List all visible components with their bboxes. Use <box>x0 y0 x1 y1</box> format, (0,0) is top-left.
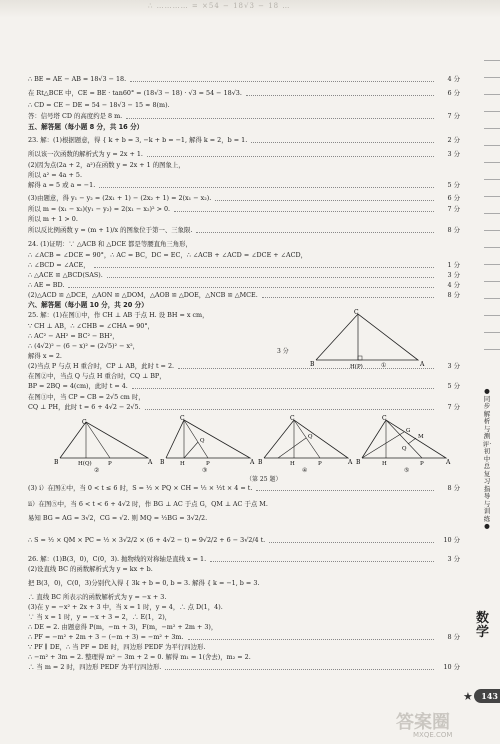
dot-leader <box>196 232 434 233</box>
dot-leader <box>256 490 434 491</box>
score-mark: 4 分 <box>447 281 460 289</box>
dot-leader <box>269 542 434 543</box>
fig5-label-B: B <box>356 459 361 466</box>
answer-line: 解得 a = 5 或 a = −1. <box>28 181 96 189</box>
dot-leader <box>210 561 434 562</box>
figure-2-svg <box>54 418 154 466</box>
fig3-label-A: A <box>250 459 255 466</box>
answer-line: ∴ AE = BD. <box>28 281 65 289</box>
fig1-number: ① <box>381 362 387 369</box>
score-mark: 3 分 <box>447 271 460 279</box>
score-mark: 10 分 <box>443 663 460 671</box>
answer-line: ∴ ∠ACB = ∠DCE = 90°，∴ AC = BC，DC = EC，∴ ∠ACB + ∠ACD = ∠DCE + ∠ACD， <box>28 251 308 259</box>
answer-line: 所以 m = (x₁ − x₂)(y₁ − y₂) = 2(x₁ − x₂)² > 0. <box>28 205 171 213</box>
answer-line: 在图③中，当 CP = CB = 2√5 cm 时， <box>28 393 145 401</box>
score-mark: 4 分 <box>447 75 460 83</box>
answer-line: ∵ PF ∥ DE，∴ 当 PF = DE 时，四边形 PEDF 为平行四边形. <box>28 643 206 651</box>
figure-3-svg <box>160 414 256 466</box>
answer-line: (2)因为点(2a + 2，a²)在函数 y = 2x + 1 的图象上， <box>28 161 185 169</box>
figure-1 <box>308 308 428 370</box>
answer-line: ∴ BE = AE − AB = 18√3 − 18. <box>28 75 127 83</box>
fig2-label-B: B <box>54 459 59 466</box>
page-number: 143 <box>474 689 500 703</box>
sidebar-tab-lines <box>484 60 500 366</box>
dot-leader <box>94 267 434 268</box>
dot-leader <box>262 297 434 298</box>
fig4-label-B: B <box>258 459 263 466</box>
figure-4-svg <box>258 414 354 466</box>
fig2-label-A: A <box>148 459 153 466</box>
answer-line: ∵ CH ⊥ AB，∴ ∠CHB = ∠CHA = 90°， <box>28 322 154 330</box>
score-mark: 3 分 <box>447 555 460 563</box>
figure-5 <box>356 414 452 466</box>
answer-line: 易知 BG = AG = 3√2，CG = √2. 则 MQ = ½BG = 3√2/2. <box>28 514 208 522</box>
fig1-label-C: C <box>354 309 359 316</box>
fig4-number: ④ <box>302 467 308 474</box>
score-mark: 7 分 <box>447 403 460 411</box>
dot-leader <box>126 118 434 119</box>
answer-line: 24. (1)证明：∵ △ACB 和 △DCE 都是等腰直角三角形， <box>28 240 192 248</box>
figure-caption: （第 25 题） <box>246 476 282 483</box>
score-mark: 1 分 <box>447 261 460 269</box>
figure-5-svg <box>356 414 452 466</box>
score-mark: 3 分 <box>447 362 460 370</box>
answer-line: ∴ −m² + 3m = 2. 整理得 m² − 3m + 2 = 0. 解得 m₁ = 1(舍去)，m₂ = 2. <box>28 653 251 661</box>
watermark-logo: 答案圈 <box>396 712 450 733</box>
answer-line: 25. 解：(1)在图①中，作 CH ⊥ AB 于点 H. 设 BH = x cm， <box>28 311 209 319</box>
answer-line: ∴ AC² − AH² = BC² − BH²， <box>28 332 119 340</box>
score-mark: 7 分 <box>447 205 460 213</box>
faded-line: ∴ ………… = ×54 − 18√3 − 18 … <box>148 2 291 10</box>
fig1-label-H: H(P) <box>350 364 363 370</box>
dot-leader <box>145 409 434 410</box>
answer-line: 在 Rt△BCE 中，CE = BE · tan60° = (18√3 − 18) · √3 = 54 − 18√3. <box>28 89 242 97</box>
answer-line: (3) i）在图④中，当 0 < t ≤ 6 时，S = ½ × PQ × CH = ½ × ½t × 4 = t. <box>28 484 253 492</box>
dot-leader <box>99 187 434 188</box>
answer-line: 23. 解：(1)根据题意，得 { k + b = 3, −k + b = −1, 解得 k = 2，b = 1. <box>28 136 248 144</box>
score-mark: 8 分 <box>447 291 460 299</box>
fig4-label-H: H <box>290 461 295 466</box>
dot-leader <box>215 200 434 201</box>
score-mark: 7 分 <box>447 112 460 120</box>
fig3-label-B: B <box>160 459 165 466</box>
answer-line: ∵ 当 x = 1 时，y = −x + 3 = 2，∴ E(1，2)， <box>28 613 172 621</box>
fig2-label-C: C <box>82 419 87 426</box>
fig1-label-B: B <box>310 361 315 368</box>
score-mark: 8 分 <box>447 633 460 641</box>
fig2-label-P: P <box>108 461 112 466</box>
fig2-number: ② <box>94 467 100 474</box>
fig4-label-P: P <box>318 461 322 466</box>
fig4-label-Q: Q <box>308 434 313 440</box>
subject-label: 数学 <box>476 611 490 640</box>
answer-line: (2)当点 P 与点 H 重合时，CP ⊥ AB，此时 t = 2. <box>28 362 175 370</box>
dot-leader <box>174 211 434 212</box>
series-title-vertical: ●同步解析与测评·初中总复习指导与训练● <box>482 387 492 530</box>
answer-line: (3)在 y = −x² + 2x + 3 中，当 x = 1 时，y = 4，∴ 点 D(1，4). <box>28 603 223 611</box>
answer-line: ∴ 直线 BC 所表示的函数解析式为 y = −x + 3. <box>28 593 167 601</box>
fig3-label-C: C <box>180 415 185 422</box>
fig5-label-Q: Q <box>402 446 407 452</box>
answer-line: ∴ 当 m = 2 时，四边形 PEDF 为平行四边形. <box>28 663 162 671</box>
answer-line: (3)由题意，得 y₁ − y₂ = (2x₁ + 1) − (2x₂ + 1) = 2(x₁ − x₂). <box>28 194 212 202</box>
fig5-label-C: C <box>382 415 387 422</box>
answer-line: ∴ (4√2)² − (6 − x)² = (2√5)² − x²， <box>28 342 140 350</box>
score-mark: 5 分 <box>447 382 460 390</box>
figure-4 <box>258 414 354 466</box>
fig3-label-Q: Q <box>200 438 205 444</box>
dot-leader <box>147 156 434 157</box>
score-mark: 2 分 <box>447 136 460 144</box>
fig5-number: ⑤ <box>404 467 410 474</box>
dot-leader <box>132 388 434 389</box>
answer-line: 解得 x = 2. <box>28 352 62 360</box>
answer-line: 在图②中，当点 Q 与点 H 重合时，CQ ⊥ BP， <box>28 372 166 380</box>
answer-line: ∴ ∠BCD = ∠ACE， <box>28 261 90 269</box>
fig5-label-A: A <box>446 459 451 466</box>
score-mark: 3 分 <box>447 150 460 158</box>
fig4-label-C: C <box>290 415 295 422</box>
fig3-label-H: H <box>180 461 185 466</box>
figure-1-svg <box>308 308 428 370</box>
score-mark: 8 分 <box>447 484 460 492</box>
answer-line: CQ ⊥ PH，此时 t = 6 + 4√2 − 2√5. <box>28 403 141 411</box>
fig5-label-G: G <box>406 428 411 434</box>
answer-line: ∴ CD = CE − DE = 54 − 18√3 − 15 ≈ 8(m). <box>28 101 170 109</box>
fig4-label-A: A <box>348 459 353 466</box>
dot-leader <box>246 95 434 96</box>
answer-line: ∴ PF = −m² + 2m + 3 − (−m + 3) = −m² + 3m. <box>28 633 184 641</box>
answer-line: (2)△ACD ≌ △DCE，△AON ≌ △DOM，△AOB ≌ △DOE，△NCB ≌ △MCE. <box>28 291 258 299</box>
answer-line: 五、解答题（每小题 8 分，共 16 分） <box>28 123 144 131</box>
fig5-label-H: H <box>382 461 387 466</box>
fig1-label-A: A <box>420 361 425 368</box>
score-mark: 8 分 <box>447 226 460 234</box>
answer-line: (2)设直线 BC 的函数解析式为 y = kx + b. <box>28 565 153 573</box>
answer-line: ii）在图⑤中，当 6 < t < 6 + 4√2 时，作 BG ⊥ AC 于点 G，QM ⊥ AC 于点 M. <box>28 500 268 508</box>
score-mark: 10 分 <box>443 536 460 544</box>
answer-line: ∴ △ACE ≌ △BCD(SAS). <box>28 271 103 279</box>
answer-line: 把 B(3，0)，C(0，3)分别代入得 { 3k + b = 0, b = 3. 解得 { k = −1, b = 3. <box>28 579 260 587</box>
fig5-label-M: M <box>418 434 424 440</box>
answer-line: 六、解答题（每小题 10 分，共 20 分） <box>28 301 148 309</box>
answer-content <box>28 0 476 744</box>
answer-line: 26. 解：(1)B(3，0)，C(0，3). 抛物线的对称轴是直线 x = 1. <box>28 555 207 563</box>
answer-line: ∴ DE = 2. 由题意得 P(m，−m + 3)，F(m，−m² + 2m + 3)， <box>28 623 218 631</box>
dot-leader <box>68 287 434 288</box>
answer-line: 答：信号塔 CD 的高度约是 8 m. <box>28 112 123 120</box>
answer-line: 所以该一次函数的解析式为 y = 2x + 1. <box>28 150 143 158</box>
fig2-label-H: H(Q) <box>78 461 92 466</box>
answer-line: 所以 a² = 4a + 5. <box>28 171 82 179</box>
score-mark: 5 分 <box>447 181 460 189</box>
fig5-label-P: P <box>420 461 424 466</box>
figure-2 <box>54 418 154 466</box>
fig3-label-P: P <box>206 461 210 466</box>
dot-leader <box>165 669 434 670</box>
watermark-url: MXQE.COM <box>413 731 453 739</box>
answer-line: 所以 m + 1 > 0. <box>28 215 78 223</box>
fig1-score: 3 分 <box>277 348 289 355</box>
answer-line: ∴ S = ½ × QM × PC = ½ × 3√2/2 × (6 + 4√2 − t) = 9√2/2 + 6 − 3√2/4 t. <box>28 536 266 544</box>
figure-3 <box>160 414 256 466</box>
dot-leader <box>107 277 434 278</box>
score-mark: 6 分 <box>447 89 460 97</box>
star-icon: ★ <box>463 690 473 703</box>
answer-line: BP = 2BQ = 4(cm)，此时 t = 4. <box>28 382 128 390</box>
dot-leader <box>251 142 434 143</box>
dot-leader <box>188 639 434 640</box>
dot-leader <box>130 81 434 82</box>
fig3-number: ③ <box>202 467 208 474</box>
answer-line: 所以反比例函数 y = (m + 1)/x 的图象位于第一、三象限. <box>28 226 193 234</box>
score-mark: 6 分 <box>447 194 460 202</box>
